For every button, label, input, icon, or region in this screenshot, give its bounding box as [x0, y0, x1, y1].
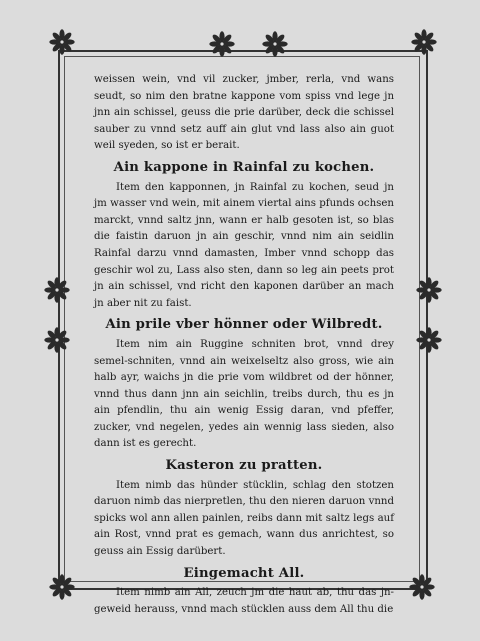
- flower-ornament-icon: [40, 273, 74, 307]
- flower-ornament-icon: [205, 27, 239, 61]
- paragraph: weissen wein, vnd vil zucker, jmber, rerla, vnd wans seudt, so nim den bratne kappone vom spiss vnd lege jn jnn ain schissel, geuss die prie darüber, deck die schissel sauber zu vnnd setz auff ain glut vnd lass also ain guot weil syeden, so ist er berait.: [94, 74, 394, 152]
- flower-ornament-icon: [405, 570, 439, 604]
- flower-ornament-icon: [407, 25, 441, 59]
- flower-ornament-icon: [258, 27, 292, 61]
- flower-ornament-icon: [412, 273, 446, 307]
- recipe-heading: Ain prile vber hönner oder Wilbredt.: [105, 317, 383, 333]
- recipe-heading: Kasteron zu pratten.: [165, 458, 323, 474]
- recipe-heading: Eingemacht All.: [183, 565, 305, 581]
- page-text: [94, 72, 394, 618]
- paragraph: Item nim ain Ruggine schniten brot, vnnd drey semel-schniten, vnnd ain weixelseltz also gross, wie ain halb ayr, waichs jn die prie vom wildbret od der hönner, vnnd thus dann jnn ain seichlin, treibs durch, thu es jn ain pfendlin, thu ain wenig Essig daran, vnd pfeffer, zucker, vnd negelen, yedes ain wennig lass sieden, also dann ist es gerecht.: [94, 338, 394, 450]
- flower-ornament-icon: [45, 570, 79, 604]
- flower-ornament-icon: [412, 323, 446, 357]
- flower-ornament-icon: [40, 323, 74, 357]
- paragraph: Item nimb ain All, zeuch jm die haut ab, thu das jn-geweid herauss, vnnd mach stücklen auss dem All thu die: [94, 587, 394, 615]
- paragraph: Item den kapponnen, jn Rainfal zu kochen, seud jn jm wasser vnd wein, mit ainem viertal ains pfunds ochsen marckt, vnnd saltz jnn, wann er halb gesoten ist, so blas die faistin daruon jn ain geschir, vnnd nim ain seidlin Rainfal darzu vnnd damasten, Imber vnnd schopp das geschir wol zu, Lass also sten, dann so leg ain peets prot jn ain schissel, vnd richt den kaponen darüber an mach jn aber nit zu faist.: [94, 181, 394, 309]
- recipe-heading: Ain kappone in Rainfal zu kochen.: [113, 159, 375, 175]
- flower-ornament-icon: [45, 25, 79, 59]
- paragraph: Item nimb das hünder stücklin, schlag den stotzen daruon nimb das nierpretlen, thu den nieren daruon vnnd spicks wol ann allen painlen, reibs dann mit saltz legs auf ain Rost, vnnd prat es gemach, wann dus anrichtest, so geuss ain Essig darübert.: [94, 479, 394, 558]
